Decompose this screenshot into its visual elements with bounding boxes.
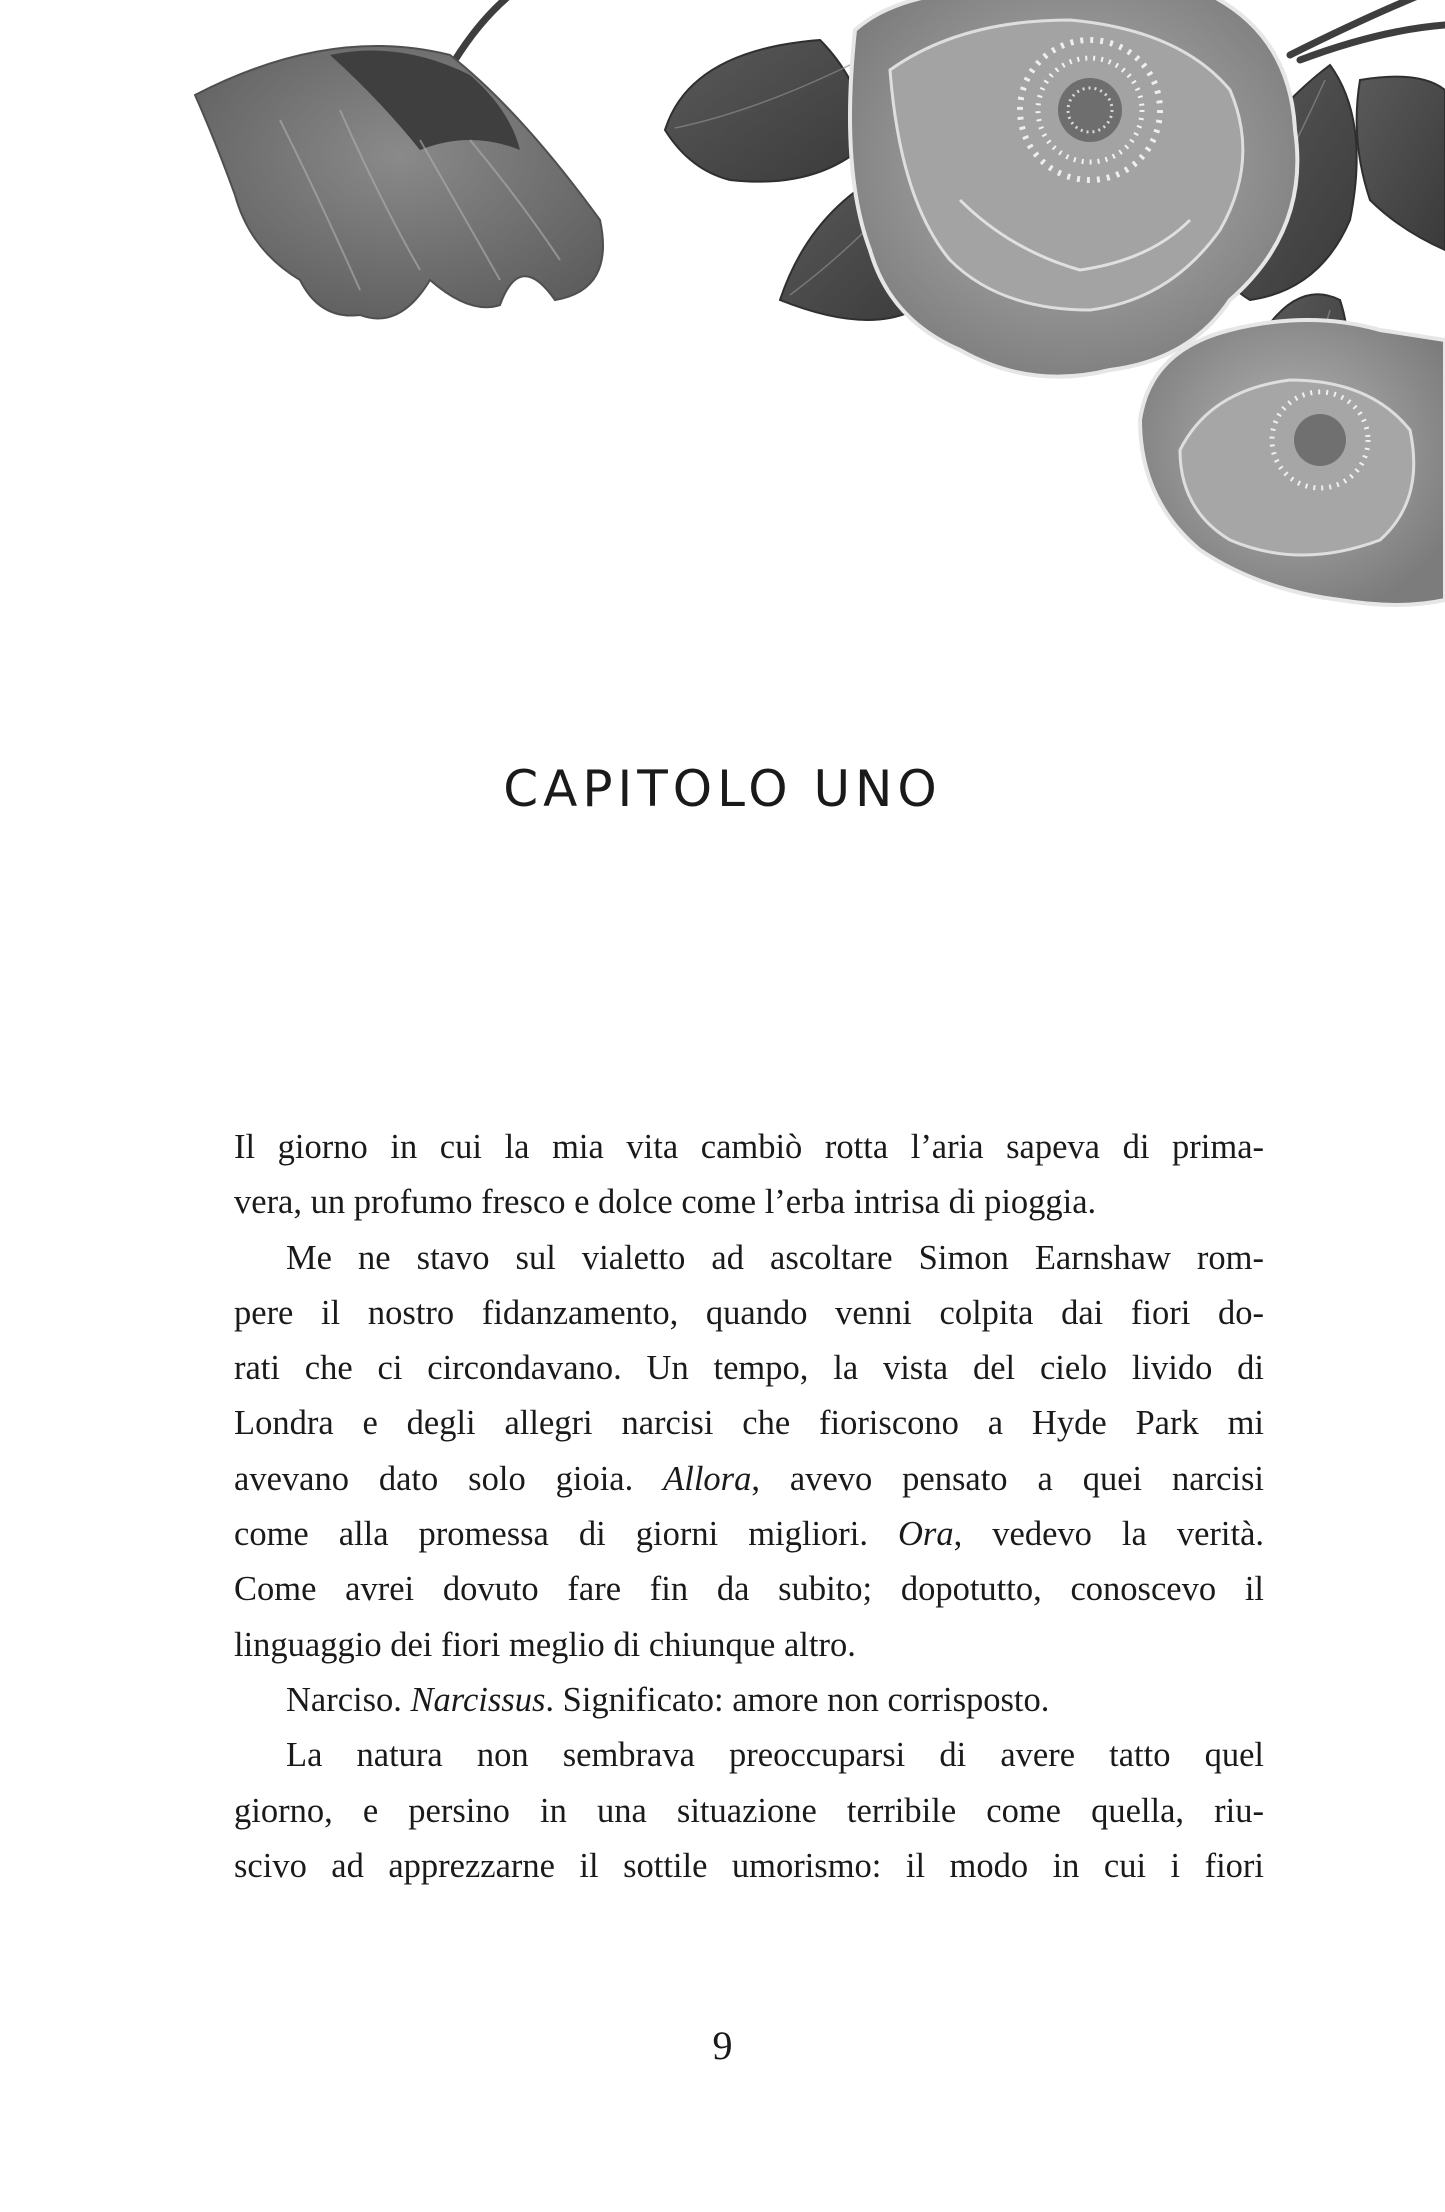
text-segment: , avevo pensato a quei narcisi [751,1459,1264,1498]
text-segment: Narciso. [286,1680,411,1719]
camellia-flower-icon [850,0,1297,377]
text-line: Londra e degli allegri narcisi che fioriscono a Hyde Park mi [234,1404,1264,1443]
chapter-title: CAPITOLO UNO [503,760,942,818]
text-line: scivo ad apprezzarne il sottile umorismo: il modo in cui i fiori [234,1846,1264,1885]
text-line: Il giorno in cui la mia vita cambiò rotta l’aria sapeva di prima- [234,1128,1264,1166]
poppy-flower-icon [195,46,603,318]
text-line: La natura non sembrava preoccuparsi di avere tatto quel [286,1736,1264,1775]
text-line [234,1507,1264,1562]
text-line: vera, un profumo fresco e dolce come l’erba intrisa di pioggia. [234,1183,1097,1222]
camellia-flower-small-icon [1140,320,1445,605]
text-line: Come avrei dovuto fare fin da subito; dopotutto, conoscevo il [234,1570,1264,1609]
text-segment: . Significato: amore non corrisposto. [545,1680,1050,1719]
text-line: giorno, e persino in una situazione terribile come quella, riu- [234,1791,1264,1830]
flower-illustration [0,0,1445,640]
text-line [234,1673,1264,1728]
text-line: pere il nostro fidanzamento, quando venni colpita dai fiori do- [234,1293,1264,1332]
page-number: 9 [712,2023,733,2068]
italic-word: Allora [663,1459,752,1498]
text-segment: avevano dato solo gioia. [234,1459,664,1498]
body-text [234,1120,1264,1894]
text-line: Me ne stavo sul vialetto ad ascoltare Simon Earnshaw rom- [286,1238,1264,1277]
italic-word: Ora [898,1515,954,1554]
text-line: rati che ci circondavano. Un tempo, la vista del cielo livido di [234,1349,1264,1388]
text-segment: come alla promessa di giorni migliori. [234,1515,899,1554]
text-line [234,1452,1264,1507]
text-segment: , vedevo la verità. [953,1515,1265,1554]
italic-word: Narcissus [410,1680,546,1719]
text-line: linguaggio dei fiori meglio di chiunque altro. [234,1625,856,1664]
